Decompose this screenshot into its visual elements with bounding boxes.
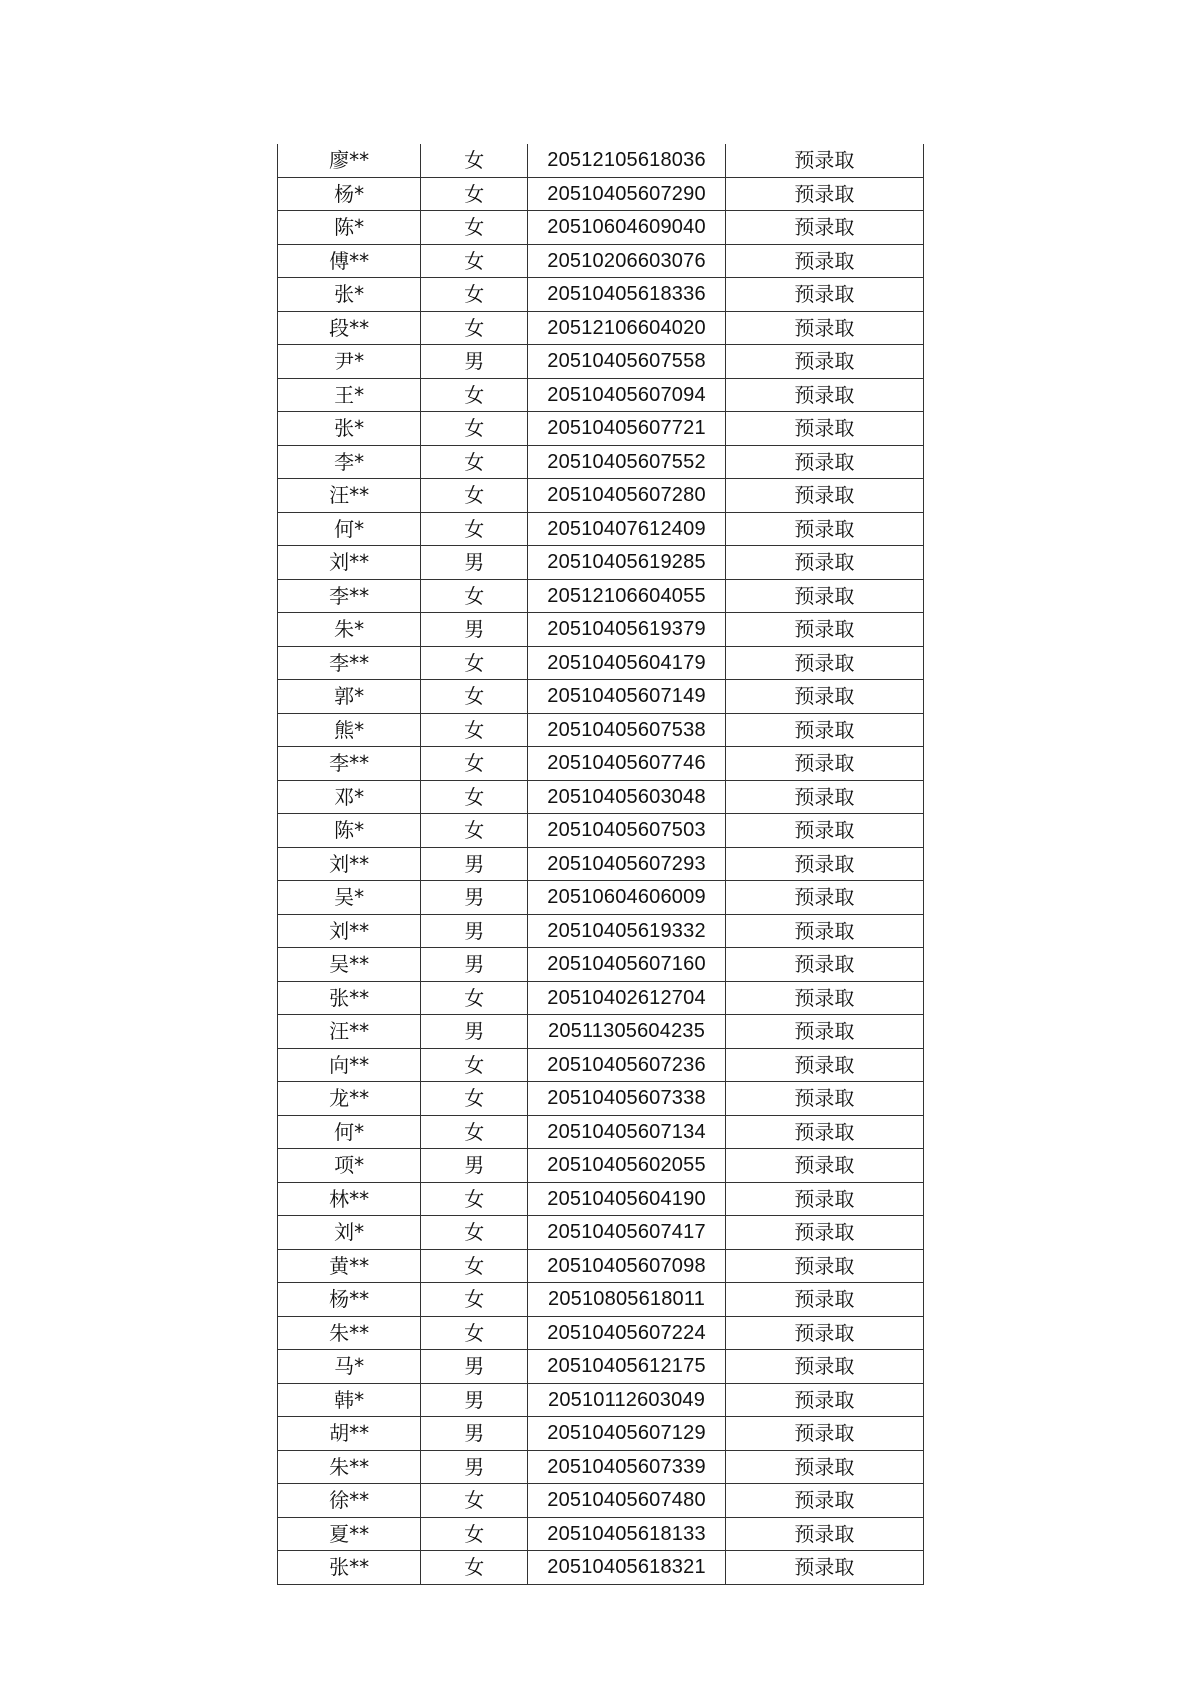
- gender-cell: 女: [421, 445, 528, 479]
- table-row: [278, 1417, 924, 1451]
- candidate-number-cell: 20510405607290: [528, 177, 725, 211]
- admission-status-cell: 预录取: [725, 546, 923, 580]
- table-row: [278, 1450, 924, 1484]
- admission-status-cell: 预录取: [725, 1015, 923, 1049]
- admission-status-cell: 预录取: [725, 1484, 923, 1518]
- candidate-number-cell: 20511305604235: [528, 1015, 725, 1049]
- gender-cell: 女: [421, 713, 528, 747]
- admission-status-cell: 预录取: [725, 211, 923, 245]
- student-name-cell: 郭*: [278, 680, 421, 714]
- student-name-cell: 刘*: [278, 1216, 421, 1250]
- student-name-cell: 廖**: [278, 144, 421, 177]
- gender-cell: 女: [421, 412, 528, 446]
- table-row: [278, 144, 924, 177]
- admission-status-cell: 预录取: [725, 1383, 923, 1417]
- student-name-cell: 吴**: [278, 948, 421, 982]
- admission-status-cell: 预录取: [725, 1517, 923, 1551]
- table-row: [278, 1383, 924, 1417]
- table-row: [278, 1283, 924, 1317]
- admission-status-cell: 预录取: [725, 680, 923, 714]
- candidate-number-cell: 20510405602055: [528, 1149, 725, 1183]
- admission-status-cell: 预录取: [725, 613, 923, 647]
- student-name-cell: 陈*: [278, 211, 421, 245]
- table-row: [278, 1149, 924, 1183]
- admission-status-cell: 预录取: [725, 1551, 923, 1585]
- admission-status-cell: 预录取: [725, 847, 923, 881]
- admission-status-cell: 预录取: [725, 1450, 923, 1484]
- candidate-number-cell: 20510405607134: [528, 1115, 725, 1149]
- gender-cell: 男: [421, 1350, 528, 1384]
- student-name-cell: 汪**: [278, 479, 421, 513]
- student-name-cell: 林**: [278, 1182, 421, 1216]
- table-row: [278, 579, 924, 613]
- table-row: [278, 914, 924, 948]
- table-row: [278, 278, 924, 312]
- gender-cell: 男: [421, 1015, 528, 1049]
- student-name-cell: 李*: [278, 445, 421, 479]
- table-row: [278, 1551, 924, 1585]
- admission-status-cell: 预录取: [725, 378, 923, 412]
- student-name-cell: 汪**: [278, 1015, 421, 1049]
- admission-status-cell: 预录取: [725, 445, 923, 479]
- candidate-number-cell: 20510405604179: [528, 646, 725, 680]
- admission-status-cell: 预录取: [725, 1048, 923, 1082]
- gender-cell: 女: [421, 311, 528, 345]
- gender-cell: 女: [421, 646, 528, 680]
- student-name-cell: 张**: [278, 981, 421, 1015]
- candidate-number-cell: 20510405619332: [528, 914, 725, 948]
- student-name-cell: 张**: [278, 1551, 421, 1585]
- candidate-number-cell: 20510405607338: [528, 1082, 725, 1116]
- admission-status-cell: 预录取: [725, 144, 923, 177]
- gender-cell: 女: [421, 278, 528, 312]
- student-name-cell: 杨*: [278, 177, 421, 211]
- admission-status-cell: 预录取: [725, 345, 923, 379]
- admission-status-cell: 预录取: [725, 177, 923, 211]
- candidate-number-cell: 20510405607149: [528, 680, 725, 714]
- table-row: [278, 1350, 924, 1384]
- candidate-number-cell: 20512106604055: [528, 579, 725, 613]
- student-name-cell: 胡**: [278, 1417, 421, 1451]
- candidate-number-cell: 20512106604020: [528, 311, 725, 345]
- table-row: [278, 479, 924, 513]
- gender-cell: 女: [421, 177, 528, 211]
- admission-status-cell: 预录取: [725, 1216, 923, 1250]
- admission-status-cell: 预录取: [725, 881, 923, 915]
- admission-status-cell: 预录取: [725, 1149, 923, 1183]
- gender-cell: 女: [421, 1551, 528, 1585]
- admission-status-cell: 预录取: [725, 646, 923, 680]
- student-name-cell: 向**: [278, 1048, 421, 1082]
- admission-status-cell: 预录取: [725, 479, 923, 513]
- gender-cell: 男: [421, 1450, 528, 1484]
- table-row: [278, 780, 924, 814]
- candidate-number-cell: 20510405607280: [528, 479, 725, 513]
- admission-status-cell: 预录取: [725, 512, 923, 546]
- student-name-cell: 朱**: [278, 1450, 421, 1484]
- admission-status-cell: 预录取: [725, 244, 923, 278]
- gender-cell: 男: [421, 1149, 528, 1183]
- student-name-cell: 张*: [278, 278, 421, 312]
- gender-cell: 女: [421, 512, 528, 546]
- admission-status-cell: 预录取: [725, 1182, 923, 1216]
- gender-cell: 男: [421, 914, 528, 948]
- student-name-cell: 朱*: [278, 613, 421, 647]
- student-name-cell: 韩*: [278, 1383, 421, 1417]
- student-name-cell: 李**: [278, 646, 421, 680]
- admission-status-cell: 预录取: [725, 1283, 923, 1317]
- table-row: [278, 613, 924, 647]
- candidate-number-cell: 20510405607721: [528, 412, 725, 446]
- candidate-number-cell: 20510405607098: [528, 1249, 725, 1283]
- student-name-cell: 刘**: [278, 914, 421, 948]
- student-name-cell: 熊*: [278, 713, 421, 747]
- gender-cell: 男: [421, 345, 528, 379]
- admission-status-cell: 预录取: [725, 1350, 923, 1384]
- gender-cell: 女: [421, 1316, 528, 1350]
- table-row: [278, 646, 924, 680]
- candidate-number-cell: 20510405607293: [528, 847, 725, 881]
- candidate-number-cell: 20510805618011: [528, 1283, 725, 1317]
- gender-cell: 男: [421, 1417, 528, 1451]
- table-row: [278, 1082, 924, 1116]
- candidate-number-cell: 20510405607094: [528, 378, 725, 412]
- student-name-cell: 邓*: [278, 780, 421, 814]
- student-name-cell: 段**: [278, 311, 421, 345]
- student-name-cell: 何*: [278, 1115, 421, 1149]
- gender-cell: 女: [421, 1115, 528, 1149]
- admission-status-cell: 预录取: [725, 948, 923, 982]
- candidate-number-cell: 20510405603048: [528, 780, 725, 814]
- admission-status-cell: 预录取: [725, 747, 923, 781]
- candidate-number-cell: 20510405607746: [528, 747, 725, 781]
- candidate-number-cell: 20512105618036: [528, 144, 725, 177]
- gender-cell: 女: [421, 1182, 528, 1216]
- gender-cell: 女: [421, 1283, 528, 1317]
- gender-cell: 女: [421, 814, 528, 848]
- table-row: [278, 1316, 924, 1350]
- candidate-number-cell: 20510405607503: [528, 814, 725, 848]
- student-name-cell: 李**: [278, 579, 421, 613]
- gender-cell: 女: [421, 1484, 528, 1518]
- student-name-cell: 马*: [278, 1350, 421, 1384]
- table-row: [278, 378, 924, 412]
- candidate-number-cell: 20510405607552: [528, 445, 725, 479]
- candidate-number-cell: 20510604606009: [528, 881, 725, 915]
- candidate-number-cell: 20510402612704: [528, 981, 725, 1015]
- student-name-cell: 王*: [278, 378, 421, 412]
- candidate-number-cell: 20510405618336: [528, 278, 725, 312]
- table-row: [278, 412, 924, 446]
- gender-cell: 男: [421, 847, 528, 881]
- admission-status-cell: 预录取: [725, 278, 923, 312]
- table-row: [278, 512, 924, 546]
- table-row: [278, 445, 924, 479]
- admission-status-cell: 预录取: [725, 579, 923, 613]
- student-name-cell: 朱**: [278, 1316, 421, 1350]
- table-row: [278, 713, 924, 747]
- student-name-cell: 张*: [278, 412, 421, 446]
- table-row: [278, 1048, 924, 1082]
- roster-table-body: [278, 144, 924, 1584]
- gender-cell: 女: [421, 680, 528, 714]
- table-row: [278, 680, 924, 714]
- gender-cell: 男: [421, 546, 528, 580]
- gender-cell: 女: [421, 780, 528, 814]
- table-row: [278, 211, 924, 245]
- candidate-number-cell: 20510405607224: [528, 1316, 725, 1350]
- gender-cell: 男: [421, 948, 528, 982]
- table-row: [278, 311, 924, 345]
- admission-status-cell: 预录取: [725, 311, 923, 345]
- gender-cell: 女: [421, 1517, 528, 1551]
- table-row: [278, 814, 924, 848]
- table-row: [278, 1249, 924, 1283]
- candidate-number-cell: 20510405604190: [528, 1182, 725, 1216]
- gender-cell: 女: [421, 378, 528, 412]
- candidate-number-cell: 20510604609040: [528, 211, 725, 245]
- candidate-number-cell: 20510405607558: [528, 345, 725, 379]
- table-row: [278, 244, 924, 278]
- candidate-number-cell: 20510405607339: [528, 1450, 725, 1484]
- gender-cell: 男: [421, 613, 528, 647]
- table-row: [278, 177, 924, 211]
- student-name-cell: 刘**: [278, 546, 421, 580]
- student-name-cell: 尹*: [278, 345, 421, 379]
- admission-status-cell: 预录取: [725, 713, 923, 747]
- gender-cell: 女: [421, 144, 528, 177]
- student-name-cell: 何*: [278, 512, 421, 546]
- table-row: [278, 847, 924, 881]
- table-row: [278, 1015, 924, 1049]
- table-row: [278, 747, 924, 781]
- gender-cell: 男: [421, 1383, 528, 1417]
- candidate-number-cell: 20510405607480: [528, 1484, 725, 1518]
- admission-status-cell: 预录取: [725, 1115, 923, 1149]
- admission-status-cell: 预录取: [725, 981, 923, 1015]
- admission-status-cell: 预录取: [725, 914, 923, 948]
- student-name-cell: 李**: [278, 747, 421, 781]
- admission-status-cell: 预录取: [725, 1082, 923, 1116]
- gender-cell: 女: [421, 579, 528, 613]
- gender-cell: 女: [421, 1249, 528, 1283]
- student-name-cell: 陈*: [278, 814, 421, 848]
- table-row: [278, 546, 924, 580]
- student-name-cell: 夏**: [278, 1517, 421, 1551]
- gender-cell: 女: [421, 244, 528, 278]
- student-name-cell: 傅**: [278, 244, 421, 278]
- candidate-number-cell: 20510405607236: [528, 1048, 725, 1082]
- gender-cell: 女: [421, 747, 528, 781]
- admission-status-cell: 预录取: [725, 814, 923, 848]
- student-name-cell: 项*: [278, 1149, 421, 1183]
- candidate-number-cell: 20510112603049: [528, 1383, 725, 1417]
- candidate-number-cell: 20510206603076: [528, 244, 725, 278]
- candidate-number-cell: 20510405607417: [528, 1216, 725, 1250]
- table-row: [278, 1517, 924, 1551]
- candidate-number-cell: 20510407612409: [528, 512, 725, 546]
- admission-status-cell: 预录取: [725, 1417, 923, 1451]
- candidate-number-cell: 20510405607160: [528, 948, 725, 982]
- table-row: [278, 948, 924, 982]
- student-name-cell: 徐**: [278, 1484, 421, 1518]
- table-row: [278, 1216, 924, 1250]
- table-row: [278, 1182, 924, 1216]
- candidate-number-cell: 20510405612175: [528, 1350, 725, 1384]
- admission-roster-table: [277, 144, 924, 1585]
- candidate-number-cell: 20510405618321: [528, 1551, 725, 1585]
- candidate-number-cell: 20510405619379: [528, 613, 725, 647]
- gender-cell: 女: [421, 211, 528, 245]
- gender-cell: 女: [421, 1048, 528, 1082]
- gender-cell: 女: [421, 981, 528, 1015]
- student-name-cell: 黄**: [278, 1249, 421, 1283]
- candidate-number-cell: 20510405607129: [528, 1417, 725, 1451]
- gender-cell: 女: [421, 1216, 528, 1250]
- admission-status-cell: 预录取: [725, 1316, 923, 1350]
- table-row: [278, 981, 924, 1015]
- candidate-number-cell: 20510405619285: [528, 546, 725, 580]
- table-row: [278, 1115, 924, 1149]
- gender-cell: 男: [421, 881, 528, 915]
- student-name-cell: 吴*: [278, 881, 421, 915]
- table-row: [278, 881, 924, 915]
- gender-cell: 女: [421, 479, 528, 513]
- table-row: [278, 345, 924, 379]
- gender-cell: 女: [421, 1082, 528, 1116]
- admission-status-cell: 预录取: [725, 780, 923, 814]
- student-name-cell: 刘**: [278, 847, 421, 881]
- admission-status-cell: 预录取: [725, 1249, 923, 1283]
- candidate-number-cell: 20510405607538: [528, 713, 725, 747]
- student-name-cell: 龙**: [278, 1082, 421, 1116]
- admission-status-cell: 预录取: [725, 412, 923, 446]
- student-name-cell: 杨**: [278, 1283, 421, 1317]
- table-row: [278, 1484, 924, 1518]
- candidate-number-cell: 20510405618133: [528, 1517, 725, 1551]
